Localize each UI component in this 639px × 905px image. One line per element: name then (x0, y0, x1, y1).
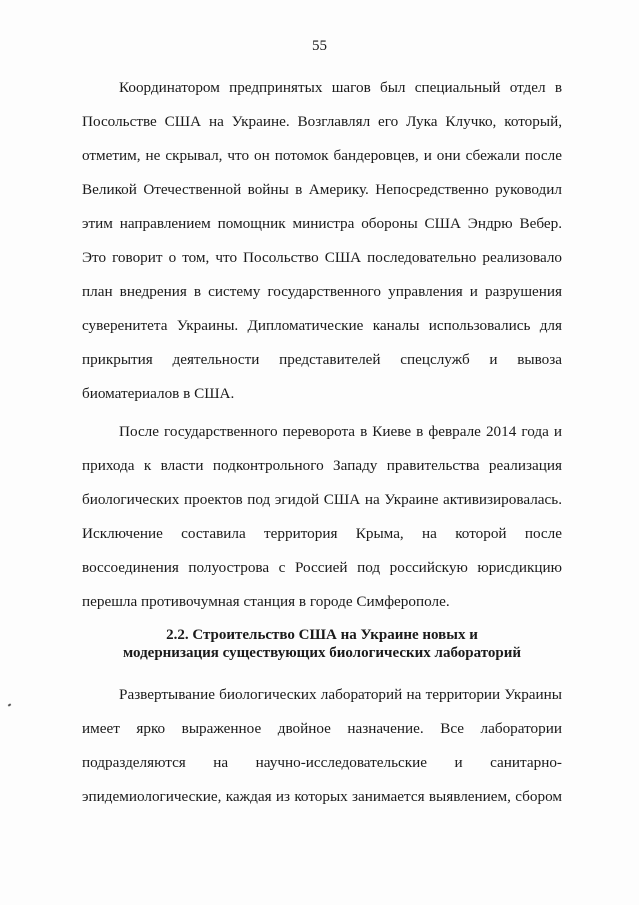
paragraph-line: этим направлением помощник министра обороны США Эндрю Вебер. (82, 215, 562, 232)
paragraph-line: подразделяются на научно-исследовательские и санитарно- (82, 754, 562, 771)
section-heading (82, 626, 562, 662)
paragraph-line: имеет ярко выраженное двойное назначение. Все лаборатории (82, 720, 562, 737)
paragraph-line: суверенитета Украины. Дипломатические каналы использовались для (82, 317, 562, 334)
paragraph-line: Координатором предпринятых шагов был специальный отдел в (119, 79, 562, 96)
paragraph-line: план внедрения в систему государственного управления и разрушения (82, 283, 562, 300)
paragraph-line: прикрытия деятельности представителей спецслужб и вывоза (82, 351, 562, 368)
paragraph-line: перешла противочумная станция в городе Симферополе. (82, 593, 450, 610)
paragraph-line: отметим, не скрывал, что он потомок бандеровцев, и они сбежали после (82, 147, 562, 164)
paragraph-2 (82, 415, 562, 619)
paragraph-line: эпидемиологические, каждая из которых занимается выявлением, сбором (82, 788, 562, 805)
paragraph-line: воссоединения полуострова с Россией под российскую юрисдикцию (82, 559, 562, 576)
paragraph-line: прихода к власти подконтрольного Западу правительства реализация (82, 457, 562, 474)
paragraph-line: биоматериалов в США. (82, 385, 235, 402)
scan-speck (8, 703, 12, 706)
paragraph-line: Великой Отечественной войны в Америку. Непосредственно руководил (82, 181, 562, 198)
paragraph-3 (82, 678, 562, 814)
paragraph-line: Развертывание биологических лабораторий на территории Украины (119, 686, 562, 703)
paragraph-line: Посольстве США на Украине. Возглавлял его Лука Клучко, который, (82, 113, 562, 130)
section-heading-line-1: 2.2. Строительство США на Украине новых и (166, 627, 478, 643)
page-number: 55 (312, 38, 327, 54)
section-heading-line-2: модернизация существующих биологических лабораторий (122, 645, 521, 661)
paragraph-1 (82, 71, 562, 411)
paragraph-line: Это говорит о том, что Посольство США последовательно реализовало (82, 249, 562, 266)
paragraph-line: биологических проектов под эгидой США на Украине активизировалась. (82, 491, 562, 508)
paragraph-line: Исключение составила территория Крыма, на которой после (82, 525, 562, 542)
paragraph-line: После государственного переворота в Киеве в феврале 2014 года и (119, 423, 562, 440)
